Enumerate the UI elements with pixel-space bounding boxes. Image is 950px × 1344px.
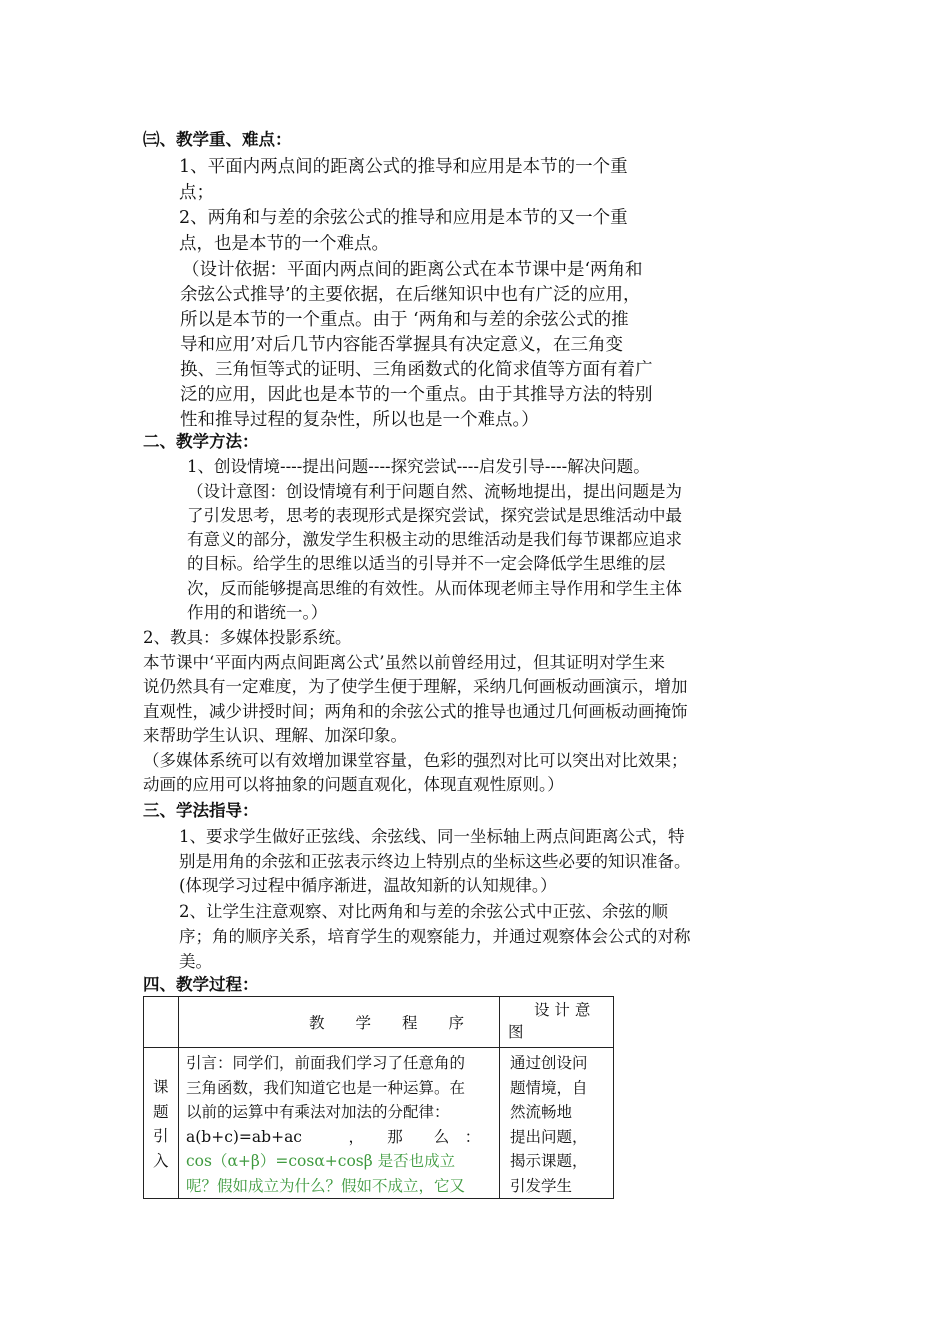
design-intent-line: 的目标。给学生的思维以适当的引导并不一定会降低学生思维的层: [187, 554, 666, 573]
column-header-intent-line-2: 图: [508, 1023, 524, 1041]
design-intent-line: 次，反而能够提高思维的有效性。从而体现老师主导作用和学生主体: [187, 579, 682, 598]
table-row: [144, 1048, 614, 1199]
method-paragraph-line: （多媒体系统可以有效增加课堂容量，色彩的强烈对比可以突出对比效果；: [143, 751, 688, 770]
method-item-2: 2、教具：多媒体投影系统。: [143, 628, 352, 647]
intent-text-line: 然流畅地: [510, 1103, 573, 1121]
design-basis-line: 所以是本节的一个重点。由于 ‘两角和与差的余弦公式的推: [180, 310, 629, 330]
design-basis-line: 余弦公式推导’的主要依据，在后继知识中也有广泛的应用，: [180, 285, 641, 305]
intent-text-line: 引发学生: [510, 1176, 573, 1195]
intent-text-line: 通过创设问: [510, 1054, 588, 1072]
formula-line: cos（α+β）=cosα+cosβ 是否也成立: [186, 1152, 456, 1170]
program-text-line: 引言：同学们，前面我们学习了任意角的: [186, 1054, 466, 1072]
guide-item-2-line: 序；角的顺序关系，培育学生的观察能力，并通过观察体会公式的对称: [179, 927, 691, 946]
design-intent-line: 了引发思考，思考的表现形式是探究尝试，探究尝试是思维活动中最: [187, 506, 682, 525]
section-heading-key-points: ㈢、教学重、难点：: [143, 130, 292, 149]
key-point-1-line-2: 点；: [179, 183, 214, 203]
method-paragraph-line: 来帮助学生认识、理解、加深印象。: [143, 726, 407, 745]
design-basis-line: 泛的应用，因此也是本节的一个重点。由于其推导方法的特别: [180, 385, 653, 405]
guide-item-1-line: (体现学习过程中循序渐进，温故知新的认知规律。）: [179, 876, 557, 895]
row-program-cell: [179, 1048, 500, 1199]
design-intent-line: （设计意图：创设情境有利于问题自然、流畅地提出，提出问题是为: [187, 482, 682, 501]
program-text-line: a(b+c)=ab+ac ， 那 么 ：: [186, 1127, 481, 1146]
intent-text-line: 题情境，自: [510, 1078, 588, 1097]
row-label-char: 题: [153, 1102, 169, 1121]
row-label-cell: [144, 1048, 179, 1199]
column-header-intent-line-1: 设 计 意: [534, 1001, 591, 1019]
row-intent-cell: [500, 1048, 614, 1199]
method-item-1: 1、创设情境----提出问题----探究尝试----启发引导----解决问题。: [187, 457, 650, 476]
key-point-2-line-1: 2、两角和与差的余弦公式的推导和应用是本节的又一个重: [179, 208, 628, 228]
key-point-1-line-1: 1、平面内两点间的距离公式的推导和应用是本节的一个重: [179, 157, 628, 177]
program-text-line: 以前的运算中有乘法对加法的分配律：: [186, 1103, 450, 1121]
table-header-empty-cell: [144, 997, 179, 1048]
section-heading-teaching-method: 二、教学方法：: [143, 432, 259, 451]
row-label-char: 引: [153, 1127, 169, 1145]
method-paragraph-line: 说仍然具有一定难度，为了使学生便于理解，采纳几何画板动画演示，增加: [143, 677, 688, 696]
method-paragraph-line: 本节课中‘平面内两点间距离公式’虽然以前曾经用过，但其证明对学生来: [143, 653, 665, 672]
row-label-char: 入: [153, 1151, 169, 1170]
teaching-process-table: [143, 996, 614, 1199]
intent-text-line: 提出问题，: [510, 1127, 588, 1146]
program-text-line: 呢？假如成立为什么？假如不成立，它又: [186, 1176, 466, 1195]
table-header-program-cell: [179, 997, 500, 1048]
design-basis-line: 导和应用’对后几节内容能否掌握具有决定意义，在三角变: [180, 335, 624, 355]
row-label-char: 课: [153, 1078, 169, 1096]
method-paragraph-line: 直观性，减少讲授时间；两角和的余弦公式的推导也通过几何画板动画掩饰: [143, 702, 688, 721]
table-header-intent-cell: [500, 997, 614, 1048]
design-basis-line: （设计依据：平面内两点间的距离公式在本节课中是‘两角和: [182, 260, 643, 280]
column-header-program: 教 学 程 序: [309, 1014, 465, 1032]
design-intent-line: 作用的和谐统一。）: [187, 603, 328, 622]
guide-item-1-line: 别是用角的余弦和正弦表示终边上特别点的坐标这些必要的知识准备。: [179, 852, 691, 871]
guide-item-2-line: 2、让学生注意观察、对比两角和与差的余弦公式中正弦、余弦的顺: [179, 902, 668, 921]
table-header-row: [144, 997, 614, 1048]
section-heading-teaching-process: 四、教学过程：: [143, 975, 259, 994]
design-intent-line: 有意义的部分，激发学生积极主动的思维活动是我们每节课都应追求: [187, 530, 682, 549]
program-text-line: 三角函数，我们知道它也是一种运算。在: [186, 1078, 466, 1097]
section-heading-study-guide: 三、学法指导：: [143, 801, 259, 820]
design-basis-line: 性和推导过程的复杂性，所以也是一个难点。）: [180, 410, 539, 430]
key-point-2-line-2: 点，也是本节的一个难点。: [179, 234, 389, 254]
intent-text-line: 揭示课题，: [510, 1152, 588, 1170]
guide-item-2-line: 美。: [179, 952, 212, 971]
design-basis-line: 换、三角恒等式的证明、三角函数式的化简求值等方面有着广: [180, 360, 653, 380]
method-paragraph-line: 动画的应用可以将抽象的问题直观化，体现直观性原则。）: [143, 775, 564, 794]
guide-item-1-line: 1、要求学生做好正弦线、余弦线、同一坐标轴上两点间距离公式，特: [179, 827, 685, 846]
